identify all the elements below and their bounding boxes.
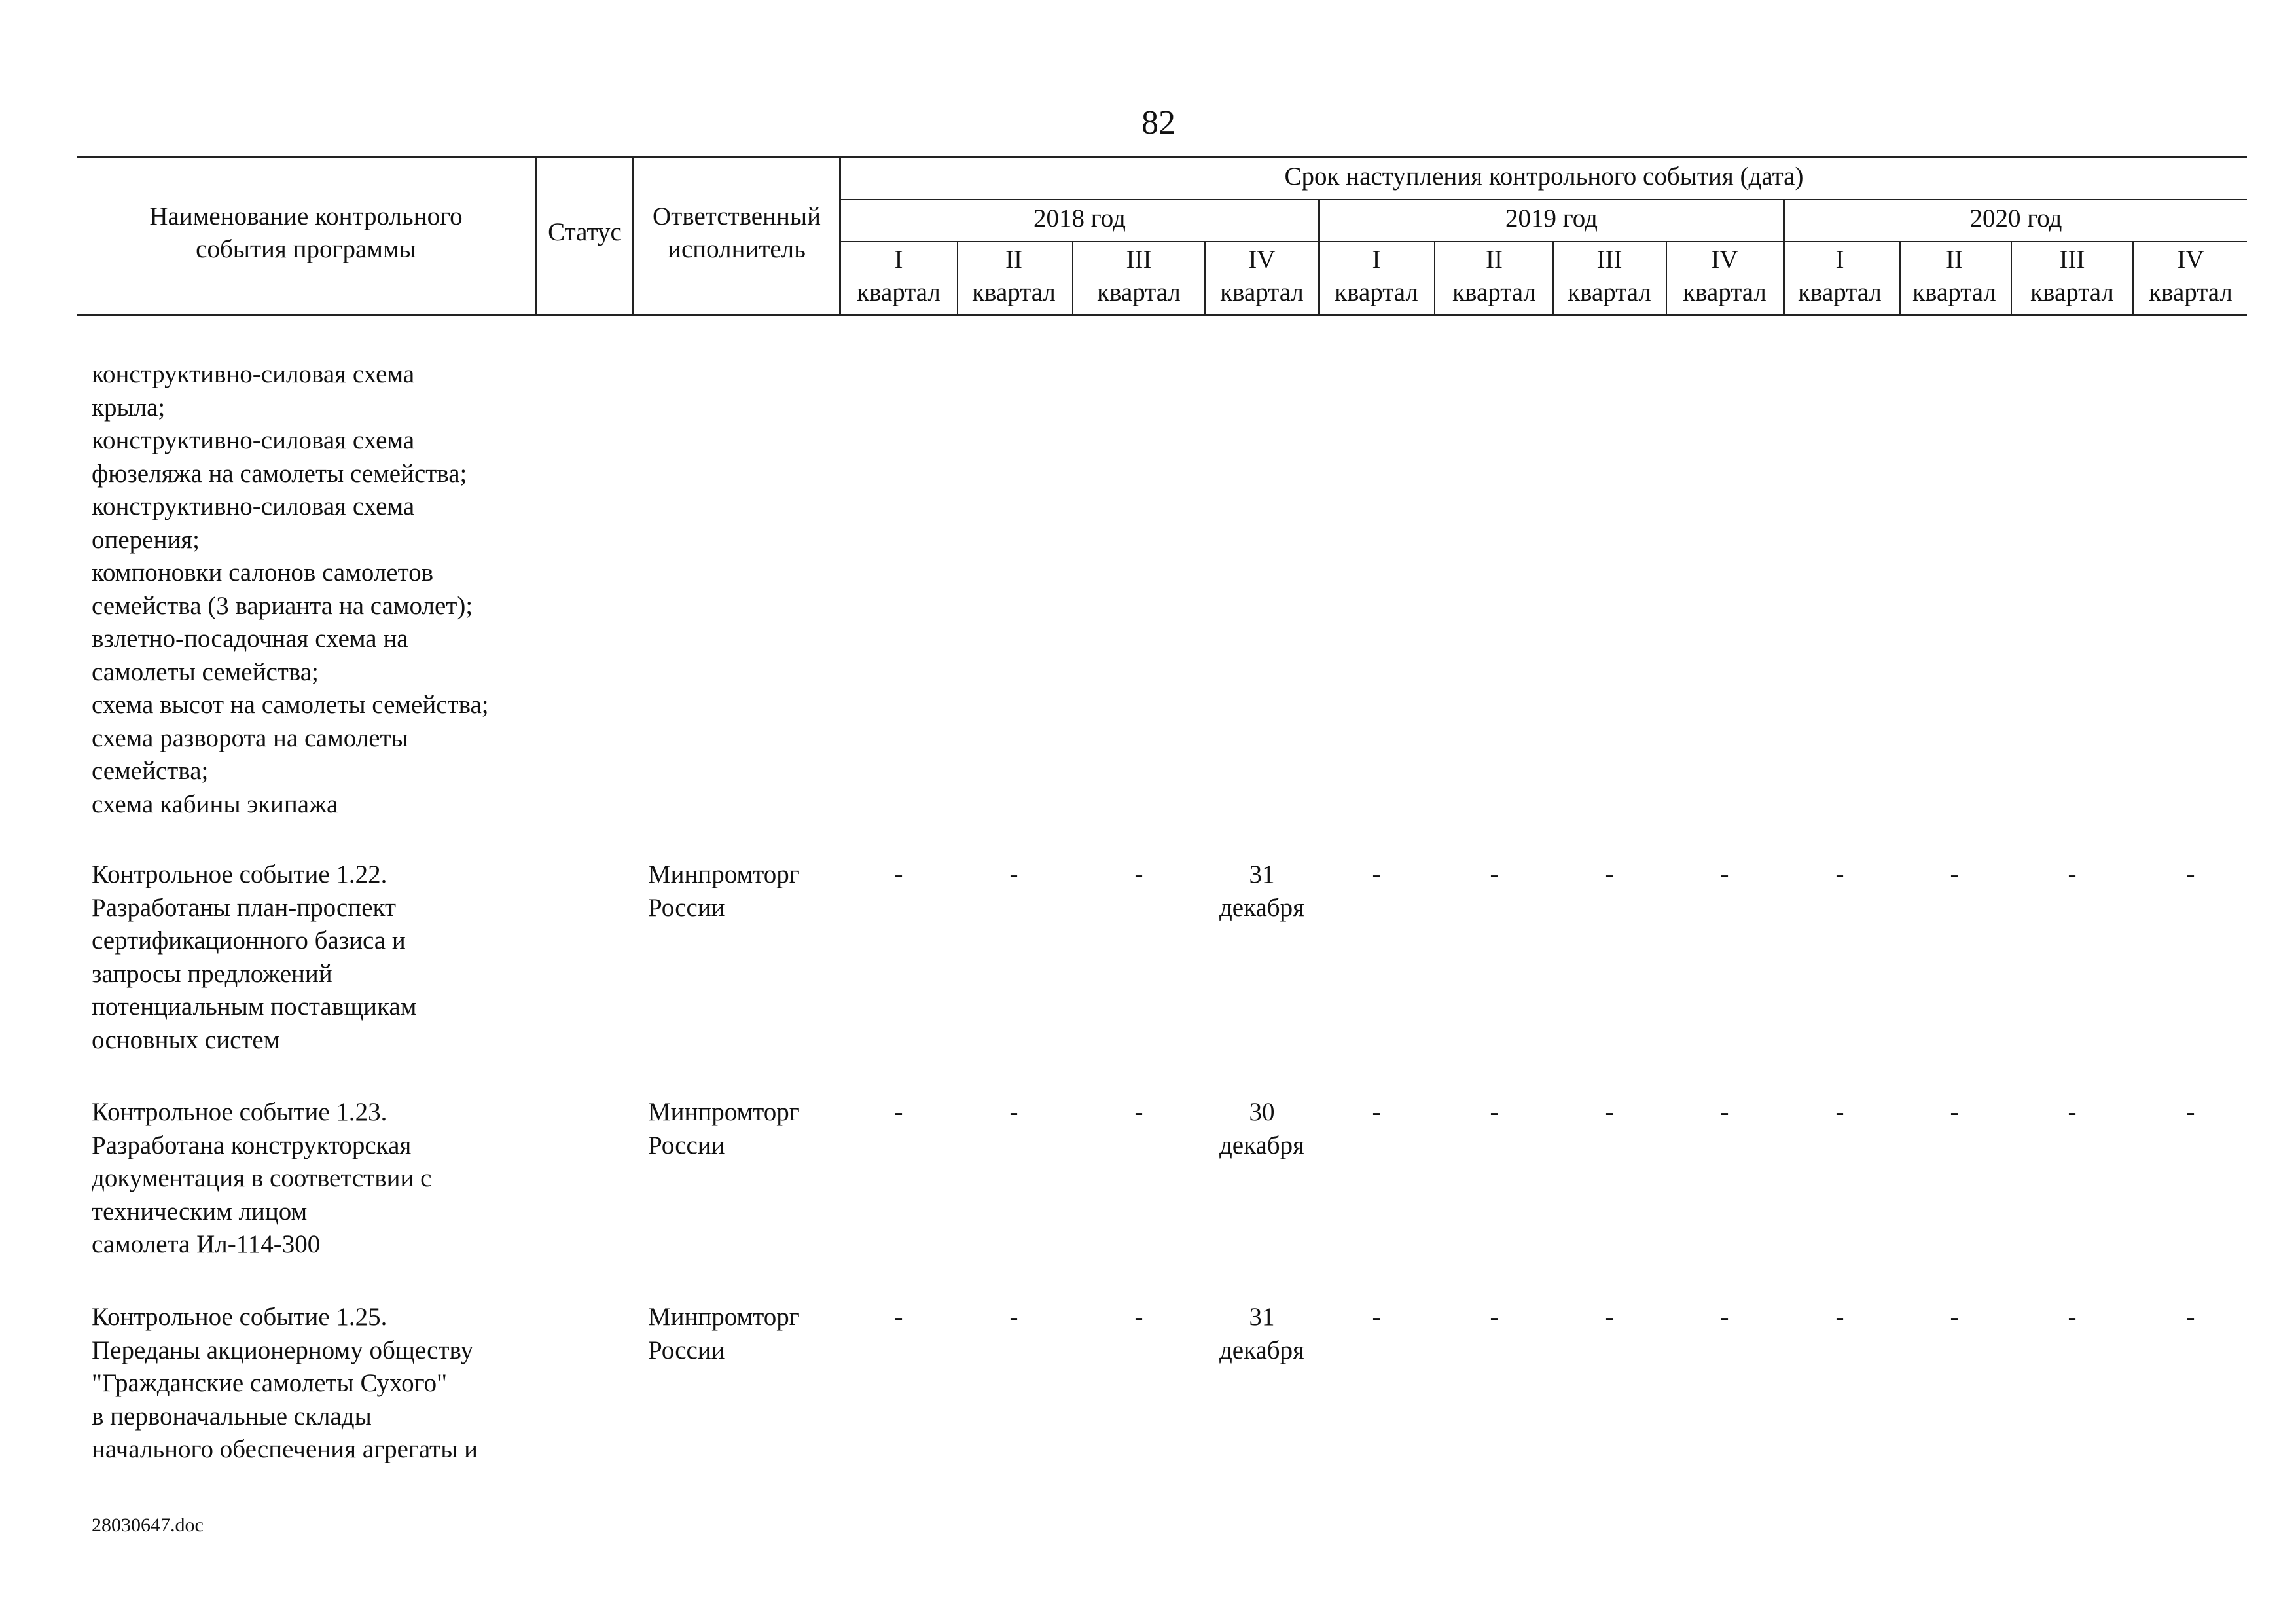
quarter-word: квартал	[1798, 278, 1882, 306]
quarter-cell-empty: -	[1720, 1098, 1729, 1126]
quarter-divider-line	[2132, 242, 2134, 316]
quarter-numeral: III	[2059, 246, 2085, 274]
quarter-cell-empty: -	[1134, 1303, 1143, 1331]
quarter-cell-empty: -	[1605, 860, 1614, 888]
event-responsible: Минпромторг России	[648, 860, 800, 922]
header-year-2019: 2019 год	[1505, 204, 1598, 232]
quarter-cell-empty: -	[1372, 1303, 1381, 1331]
quarter-header	[2017, 244, 2128, 309]
quarter-header	[1083, 244, 1194, 309]
quarter-cell-empty: -	[1372, 860, 1381, 888]
header-deadline-group: Срок наступления контрольного события (дата)	[1284, 162, 1804, 191]
footer-doc-code: 28030647.doc	[92, 1514, 204, 1536]
quarter-numeral: IV	[2177, 246, 2204, 274]
quarter-word: квартал	[857, 278, 941, 306]
quarter-cell-empty: -	[1605, 1098, 1614, 1126]
quarter-header	[1784, 244, 1895, 309]
event-responsible: Минпромторг России	[648, 1098, 800, 1159]
quarter-divider-line	[1434, 242, 1435, 316]
quarter-header	[1321, 244, 1432, 309]
header-year-2020: 2020 год	[1969, 204, 2062, 232]
quarter-header	[1554, 244, 1665, 309]
quarter-cell-empty: -	[1009, 1098, 1018, 1126]
quarter-cell-empty: -	[1835, 1303, 1844, 1331]
quarter-cell-empty: -	[1950, 860, 1959, 888]
quarter-cell-empty: -	[2186, 1303, 2195, 1331]
quarter-numeral: I	[1835, 246, 1844, 274]
quarter-numeral: II	[1005, 246, 1022, 274]
quarter-cell-empty: -	[2186, 860, 2195, 888]
quarter-cell-empty: -	[2068, 1098, 2077, 1126]
quarter-divider-line	[2011, 242, 2012, 316]
quarter-word: квартал	[2030, 278, 2114, 306]
quarter-cell-empty: -	[1134, 1098, 1143, 1126]
quarter-cell-empty: -	[1605, 1303, 1614, 1331]
quarter-header	[1669, 244, 1780, 309]
quarter-cell-empty: -	[1490, 860, 1499, 888]
quarter-word: квартал	[2149, 278, 2233, 306]
quarter-word: квартал	[1335, 278, 1418, 306]
quarter-header	[843, 244, 954, 309]
quarter-cell-empty: -	[1372, 1098, 1381, 1126]
page-number: 82	[1141, 104, 1175, 141]
quarter-word: квартал	[1097, 278, 1181, 306]
quarter-cell-empty: -	[2068, 860, 2077, 888]
quarter-cell-empty: -	[2068, 1303, 2077, 1331]
quarter-cell-date: 30 декабря	[1219, 1098, 1305, 1159]
quarter-divider-line	[1072, 242, 1073, 316]
quarter-cell-empty: -	[1720, 860, 1729, 888]
event-name: Контрольное событие 1.23. Разработана конструкторская документация в соответствии с техническим лицом самолета Ил-114-300	[92, 1098, 432, 1258]
quarter-divider-line	[1666, 242, 1667, 316]
header-name-column: Наименование контрольного события программы	[149, 202, 463, 263]
quarter-cell-empty: -	[894, 1098, 903, 1126]
quarter-numeral: II	[1946, 246, 1963, 274]
quarter-numeral: III	[1126, 246, 1152, 274]
quarter-cell-empty: -	[894, 1303, 903, 1331]
quarter-cell-empty: -	[1835, 860, 1844, 888]
quarter-word: квартал	[972, 278, 1056, 306]
quarter-cell-empty: -	[1950, 1098, 1959, 1126]
quarter-cell-date: 31 декабря	[1219, 1303, 1305, 1364]
header-year-2018: 2018 год	[1033, 204, 1126, 232]
quarter-cell-empty: -	[2186, 1098, 2195, 1126]
quarter-cell-empty: -	[1490, 1098, 1499, 1126]
quarter-header	[2135, 244, 2246, 309]
quarter-numeral: IV	[1248, 246, 1276, 274]
quarter-word: квартал	[1683, 278, 1767, 306]
quarter-word: квартал	[1220, 278, 1304, 306]
quarter-cell-empty: -	[1720, 1303, 1729, 1331]
quarter-header	[1206, 244, 1318, 309]
quarter-cell-empty: -	[894, 860, 903, 888]
quarter-numeral: IV	[1711, 246, 1738, 274]
quarter-divider-line	[1204, 242, 1206, 316]
quarter-numeral: III	[1596, 246, 1623, 274]
header-status-column: Статус	[548, 218, 622, 246]
quarter-header	[1439, 244, 1550, 309]
quarter-cell-empty: -	[1009, 1303, 1018, 1331]
quarter-header	[958, 244, 1069, 309]
header-responsible-column: Ответственный исполнитель	[653, 202, 821, 263]
quarter-word: квартал	[1912, 278, 1996, 306]
continuation-text: конструктивно-силовая схема крыла; конструктивно-силовая схема фюзеляжа на самолеты семейства; конструктивно-силовая схема оперения; компоновки салонов самолетов семейства (3 варианта на самолет); взлетно-посадочная схема на самолеты семейства; схема высот на самолеты семейства; схема разворота на самолеты семейства; схема кабины экипажа	[92, 360, 489, 818]
quarter-word: квартал	[1568, 278, 1651, 306]
quarter-cell-empty: -	[1490, 1303, 1499, 1331]
event-name: Контрольное событие 1.22. Разработаны план-проспект сертификационного базиса и запросы предложений потенциальным поставщикам основных систем	[92, 860, 417, 1054]
quarter-cell-empty: -	[1950, 1303, 1959, 1331]
event-name: Контрольное событие 1.25. Переданы акционерному обществу "Гражданские самолеты Сухого" в первоначальные склады начального обеспечения агрегаты и	[92, 1303, 478, 1463]
quarter-numeral: II	[1486, 246, 1503, 274]
quarter-numeral: I	[894, 246, 903, 274]
quarter-numeral: I	[1372, 246, 1381, 274]
quarter-header	[1899, 244, 2010, 309]
quarter-cell-empty: -	[1009, 860, 1018, 888]
quarter-cell-empty: -	[1835, 1098, 1844, 1126]
quarter-word: квартал	[1452, 278, 1536, 306]
quarter-cell-empty: -	[1134, 860, 1143, 888]
event-responsible: Минпромторг России	[648, 1303, 800, 1364]
quarter-cell-date: 31 декабря	[1219, 860, 1305, 922]
